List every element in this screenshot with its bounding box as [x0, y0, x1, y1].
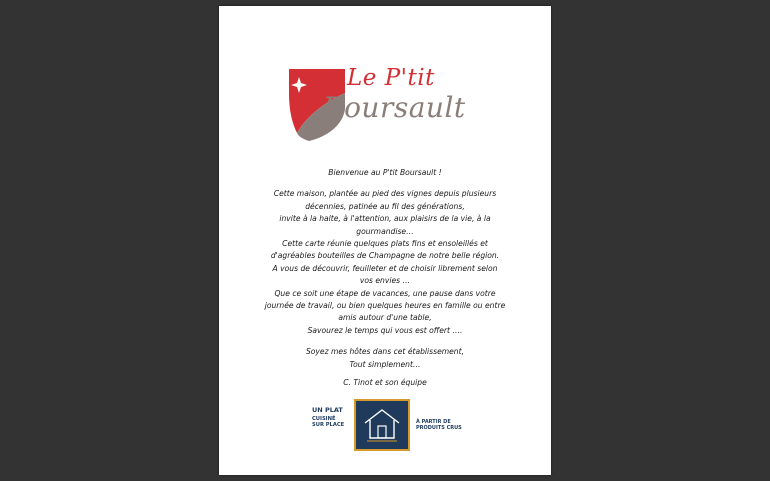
- letter-line: Soyez mes hôtes dans cet établissement,: [305, 347, 465, 357]
- brand-name-line2: Boursault: [323, 91, 466, 124]
- badge-line: CUISINÉ: [312, 416, 336, 422]
- letter-line: journée de travail, ou bien quelques heures en famille ou entre: [264, 301, 506, 311]
- quality-badges: [297, 396, 497, 456]
- letter-line: Savourez le temps qui vous est offert ….: [307, 325, 463, 335]
- letter-line: invite à la halte, à l'attention, aux plaisirs de la vie, à la: [279, 214, 491, 224]
- brand-name-line1: Le P'tit: [347, 65, 435, 91]
- welcome-letter: [229, 167, 541, 390]
- letter-line: Que ce soit une étape de vacances, une pause dans votre: [274, 288, 496, 298]
- letter-line: d'agréables bouteilles de Champagne de notre belle région.: [270, 251, 500, 261]
- badge-line: SUR PLACE: [312, 422, 345, 428]
- badge-line: PRODUITS CRUS: [416, 425, 462, 431]
- badge-line: À PARTIR DE: [416, 419, 451, 425]
- letter-line: gourmandise…: [356, 226, 414, 236]
- letter-line: Cette carte réunie quelques plats fins et ensoleillés et: [282, 239, 488, 249]
- menu-page: [219, 6, 551, 475]
- produits-crus-badge: [416, 419, 462, 431]
- house-badge: [354, 399, 410, 451]
- letter-line: amis autour d'une table,: [338, 313, 432, 323]
- brand-logo: [287, 63, 487, 143]
- letter-line: Cette maison, plantée au pied des vignes depuis plusieurs: [273, 189, 497, 199]
- badge-title: UN PLAT: [312, 406, 343, 414]
- letter-line: décennies, patinée au fil des générations,: [305, 201, 465, 211]
- letter-line: vos envies …: [359, 276, 411, 286]
- letter-line: A vous de découvrir, feuilleter et de choisir librement selon: [272, 263, 498, 273]
- signature: C. Tinot et son équipe: [343, 378, 427, 388]
- greeting: Bienvenue au P'tit Boursault !: [328, 168, 442, 177]
- house-icon: [361, 405, 403, 445]
- letter-line: Tout simplement…: [349, 359, 421, 369]
